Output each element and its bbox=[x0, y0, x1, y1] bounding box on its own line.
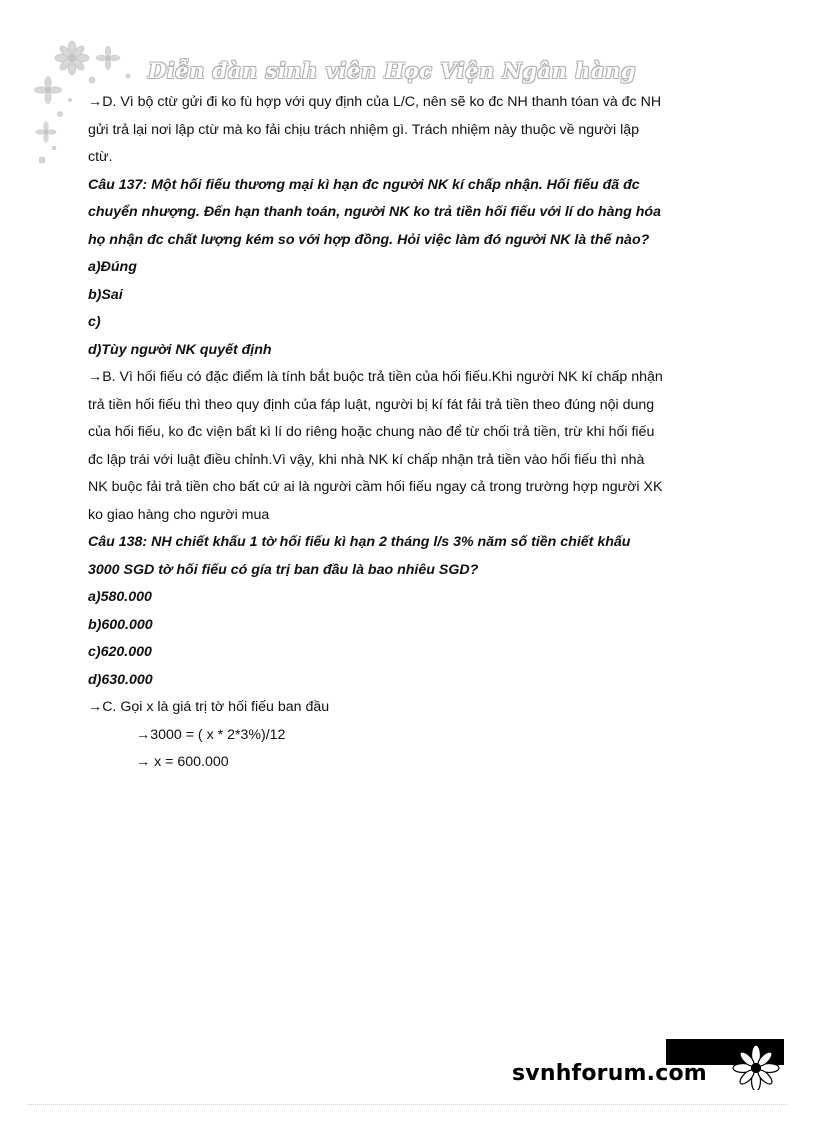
question-137-option-d: d)Tùy người NK quyết định bbox=[88, 341, 272, 358]
answer-138-line: →C. Gọi x là giá trị tờ hối fiếu ban đầu bbox=[88, 699, 330, 715]
question-137-option-b: b)Sai bbox=[88, 286, 123, 303]
answer-137-line: →B. Vì hối fiếu có đặc điểm là tính bắt buộc trả tiền của hối fiếu.Khi người NK kí chấp nhận bbox=[88, 369, 663, 385]
answer-136-line: ctừ. bbox=[88, 149, 113, 165]
question-138-option-b: b)600.000 bbox=[88, 616, 153, 633]
answer-137-line: ko giao hàng cho người mua bbox=[88, 506, 270, 523]
answer-138-calc-line: → x = 600.000 bbox=[136, 754, 229, 770]
answer-137-line: của hối fiếu, ko đc viện bất kì lí do riêng hoặc chung nào để từ chối trả tiền, trừ khi hối fiếu bbox=[88, 424, 655, 440]
flower-logo-icon bbox=[718, 1036, 788, 1090]
footer-brand: svnhforum.com bbox=[512, 1061, 707, 1086]
answer-138-calc-line: →3000 = ( x * 2*3%)/12 bbox=[136, 726, 286, 743]
arrow-icon: → bbox=[136, 726, 151, 743]
header-title: Diễn đàn sinh viên Học Viện Ngân hàng bbox=[148, 58, 636, 83]
question-137-line: họ nhận đc chất lượng kém so với hợp đồng. Hỏi việc làm đó người NK là thế nào? bbox=[88, 231, 650, 248]
answer-136-line: gửi trả lại nơi lập ctừ mà ko fải chịu trách nhiệm gì. Trách nhiệm này thuộc về người lập bbox=[88, 121, 640, 138]
arrow-icon: → bbox=[88, 94, 103, 110]
question-138-option-a: a)580.000 bbox=[88, 589, 152, 605]
question-137-option-c: c) bbox=[88, 314, 101, 330]
arrow-icon: → bbox=[88, 699, 103, 715]
answer-136-line: →D. Vì bộ ctừ gửi đi ko fù hợp với quy định của L/C, nên sẽ ko đc NH thanh tóan và đc NH bbox=[88, 94, 662, 110]
answer-137-line: trả tiền hối fiếu thì theo quy định của fáp luật, người bị kí fát fải trả tiền theo đúng nội dung bbox=[88, 396, 655, 413]
question-138-option-d: d)630.000 bbox=[88, 671, 153, 688]
question-137-line: chuyển nhượng. Đến hạn thanh toán, người NK ko trả tiền hối fiếu với lí do hàng hóa bbox=[88, 204, 661, 220]
arrow-icon: → bbox=[88, 369, 103, 385]
question-138-option-c: c)620.000 bbox=[88, 644, 152, 660]
arrow-icon: → bbox=[136, 754, 151, 770]
answer-137-line: NK buộc fải trả tiền cho bất cứ ai là người cầm hối fiếu ngay cả trong trường hợp người XK bbox=[88, 479, 663, 495]
question-138-line: 3000 SGD tờ hối fiếu có gía trị ban đầu là bao nhiêu SGD? bbox=[88, 561, 479, 578]
document-body bbox=[88, 89, 753, 777]
question-137-option-a: a)Đúng bbox=[88, 259, 137, 275]
question-138-line: Câu 138: NH chiết khấu 1 tờ hối fiếu kì hạn 2 tháng l/s 3% năm số tiền chiết khấu bbox=[88, 534, 631, 550]
answer-137-line: đc lập trái với luật điều chỉnh.Vì vậy, khi nhà NK kí chấp nhận trả tiền vào hối fiếu thì nhà bbox=[88, 451, 645, 468]
page-bottom-border bbox=[28, 1104, 788, 1105]
question-137-line: Câu 137: Một hối fiếu thương mại kì hạn đc người NK kí chấp nhận. Hối fiếu đã đc bbox=[88, 176, 640, 193]
